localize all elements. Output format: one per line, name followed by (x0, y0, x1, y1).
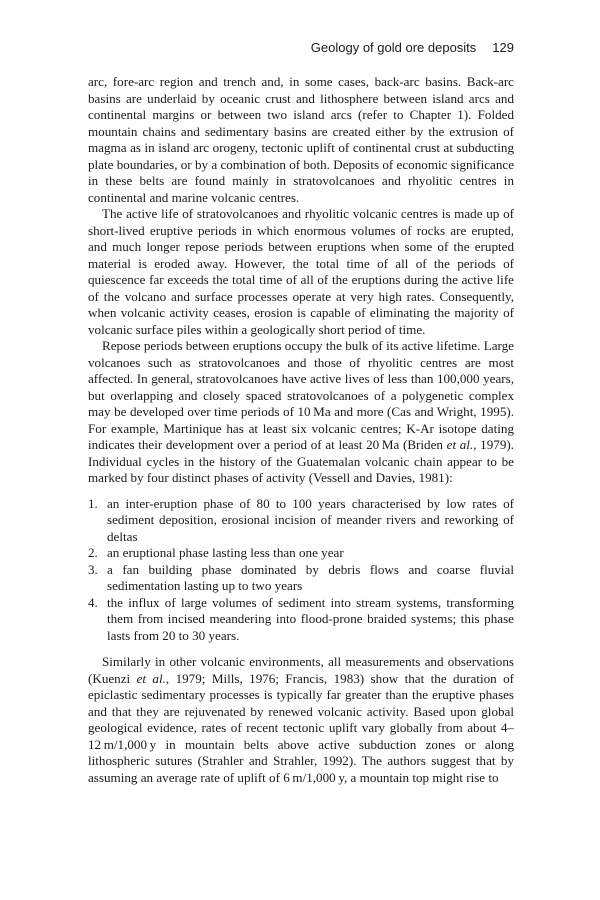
list-item-text: an eruptional phase lasting less than one year (107, 545, 344, 560)
list-item-number: 4. (88, 594, 98, 610)
running-title: Geology of gold ore deposits (310, 40, 477, 55)
list-item (88, 496, 514, 546)
page-number: 129 (492, 40, 514, 55)
paragraph-repose-periods: Repose periods between eruptions occupy the bulk of its active lifetime. Large volcanoes such as stratovolcanoes and those of rhyolitic centres are most affected. In general, stratovolcanoes have active lives of less than 100,000 years, but overlapping and closely spaced stratovolcanoes of a polygenetic complex may be developed over time periods of 10 Ma and more (Cas and Wright, 1995). For example, Martinique has at least six volcanic centres; K-Ar isotope dating indicates their development over a period of at least 20 Ma (Briden et al., 1979). Individual cycles in the history of the Guatemalan volcanic chain appear to be marked by four distinct phases of activity (Vessell and Davies, 1981): (88, 338, 515, 485)
list-item-text: the influx of large volumes of sediment into stream systems, transforming them from incised meandering into flood-prone braided systems; this phase lasts from 20 to 30 years. (107, 594, 514, 643)
list-item (88, 595, 514, 645)
running-head (88, 40, 514, 55)
list-item-number: 2. (88, 545, 98, 560)
list-item-text: an inter-eruption phase of 80 to 100 years characterised by low rates of sediment deposition, erosional incision of meander rivers and reworking of deltas (107, 495, 514, 544)
list-item-number: 3. (88, 561, 98, 577)
body-text (88, 74, 514, 786)
list-item-number: 1. (88, 495, 98, 511)
phases-list (88, 496, 514, 645)
paragraph-continuation: arc, fore-arc region and trench and, in some cases, back-arc basins. Back-arc basins are underlaid by oceanic crust and lithosphere between island arcs and continental margins or between two island arcs (refer to Chapter 1). Folded mountain chains and sedimentary basins are created either by the extrusion of magma as in island arc orogeny, tectonic uplift of continental crust at subducting plate boundaries, or by a combination of both. Deposits of economic significance in these belts are found mainly in stratovolcanoes and rhyolitic centres in continental and marine volcanic centres. (88, 74, 514, 205)
list-item (88, 545, 514, 562)
paragraph-active-life: The active life of stratovolcanoes and rhyolitic volcanic centres is made up of short-lived eruptive periods in which enormous volumes of rocks are erupted, and much longer repose periods between eruptions when some of the erupted material is eroded away. However, the total time of all of the periods of quiescence far exceeds the total time of all of the eruptions during the active life of the volcano and surface processes operate at very high rates. Consequently, when volcanic activity ceases, erosion is capable of eliminating the majority of volcanic surface piles within a geologically short period of time. (88, 206, 514, 337)
list-item (88, 562, 514, 595)
paragraph-similarly: Similarly in other volcanic environments, all measurements and observations (Kuenzi et al., 1979; Mills, 1976; Francis, 1983) show that the duration of epiclastic sedimentary processes is typically far greater than the eruptive phases and that they are rejuvenated by renewed volcanic activity. Based upon global geological evidence, rates of recent tectonic uplift vary globally from about 4–12 m/1,000 y in mountain belts above active subduction zones or along lithospheric sutures (Strahler and Strahler, 1992). The authors suggest that by assuming an average rate of uplift of 6 m/1,000 y, a mountain top might rise to (88, 654, 514, 785)
list-item-text: a fan building phase dominated by debris flows and coarse fluvial sedimentation lasting up to two years (107, 561, 514, 593)
